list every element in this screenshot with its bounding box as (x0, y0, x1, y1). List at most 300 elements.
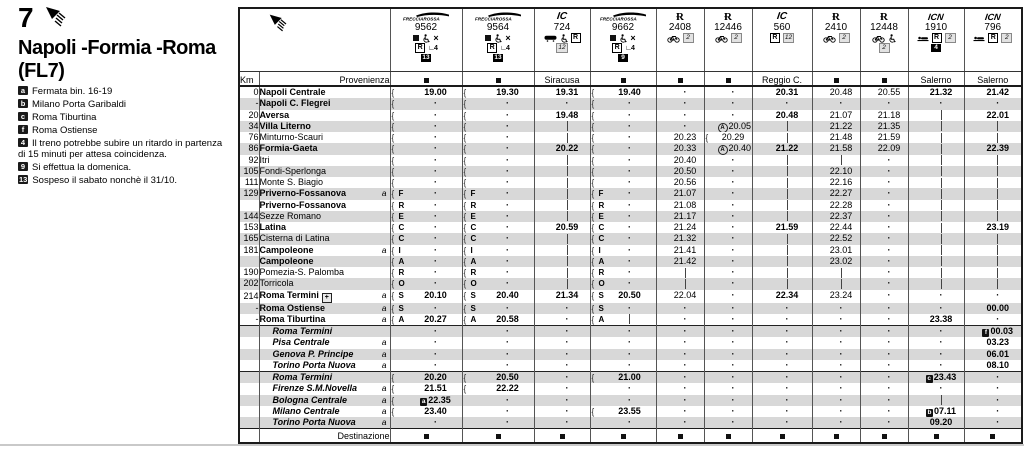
through-bar (567, 155, 568, 165)
no-stop-dot: · (887, 326, 891, 336)
time-cell (590, 256, 656, 267)
no-stop-dot: · (731, 222, 735, 232)
time-cell (752, 395, 812, 406)
time-cell (656, 143, 704, 154)
time-area (826, 303, 857, 314)
time-value: 20.48 (775, 109, 799, 120)
through-bar (997, 133, 998, 143)
no-stop-dot: · (887, 278, 891, 289)
km-cell (239, 406, 259, 417)
time-cell (390, 303, 462, 314)
non-stop-section-mark: { (463, 132, 467, 143)
time-area (874, 314, 905, 325)
direction-arrow-icon (268, 13, 292, 35)
time-cell (656, 314, 704, 326)
service-levels-icon: ∟4 (500, 44, 509, 52)
station-cell (259, 349, 390, 360)
time-value: 20.20 (424, 372, 447, 382)
time-cell (656, 290, 704, 303)
time-cell (860, 278, 908, 289)
time-area (922, 337, 961, 348)
time-area (548, 188, 587, 199)
time-cell (704, 211, 752, 222)
time-value: 21.34 (555, 289, 579, 300)
no-stop-dot: · (887, 210, 891, 221)
time-area (978, 383, 1019, 394)
destination-square (621, 434, 626, 439)
destination-square (882, 434, 887, 439)
no-stop-dot: · (434, 417, 437, 427)
no-stop-dot: · (683, 417, 687, 427)
no-stop-dot: · (839, 98, 843, 109)
no-stop-dot: · (731, 255, 735, 266)
arrival-marker: a (381, 405, 387, 416)
non-stop-section-mark: { (391, 394, 395, 406)
no-stop-dot: · (839, 383, 843, 394)
time-cell (390, 110, 462, 121)
km-cell: 144 (243, 210, 259, 221)
note-13-icon: 13 (422, 54, 430, 61)
legend-box-icon: f (18, 125, 28, 134)
time-area (766, 267, 809, 278)
frecciarossa-letter: C (470, 223, 477, 232)
route-number: 7 (18, 2, 34, 33)
title-line2: (FL7) (18, 60, 65, 82)
time-area (718, 87, 749, 98)
time-value: 20.22 (555, 143, 579, 154)
time-cell (812, 132, 860, 143)
time-cell (908, 177, 964, 188)
time-area (874, 326, 905, 337)
time-cell (752, 267, 812, 278)
non-stop-section-mark: { (591, 87, 595, 98)
time-area (766, 349, 809, 360)
frecciarossa-letter: E (398, 211, 404, 221)
time-area (413, 314, 459, 325)
non-stop-section-mark: { (591, 188, 595, 199)
time-cell (964, 406, 1022, 417)
through-bar (997, 178, 998, 188)
train-icons-row (610, 33, 635, 43)
time-cell (908, 143, 964, 154)
provenance-cell (656, 72, 704, 87)
train-icons-row (715, 33, 742, 43)
time-cell (590, 121, 656, 132)
frecciarossa-letter: O (598, 279, 605, 289)
legend-item (18, 162, 230, 174)
time-cell (812, 177, 860, 188)
time-area (485, 143, 531, 154)
time-cell (534, 132, 590, 143)
time-area (548, 98, 587, 109)
second-class-icon: 2 (945, 33, 956, 43)
time-cell (964, 314, 1022, 326)
station-row (239, 278, 1022, 289)
frecciarossa-letter: C (598, 223, 605, 232)
no-stop-dot: · (785, 348, 789, 359)
time-area (826, 256, 857, 267)
non-stop-section-mark: { (591, 278, 595, 289)
destination-square (424, 434, 429, 439)
train-column-header (390, 8, 462, 72)
time-cell (860, 395, 908, 406)
time-area (670, 256, 701, 267)
time-area (670, 211, 701, 222)
destination-square (678, 434, 683, 439)
time-area (670, 372, 701, 383)
time-cell (908, 372, 964, 384)
no-stop-dot: · (731, 210, 735, 221)
station-name: Latina (259, 222, 287, 233)
time-cell (390, 233, 462, 244)
time-area (874, 278, 905, 289)
non-stop-section-mark: { (391, 267, 395, 278)
time-area (485, 211, 531, 222)
time-cell (534, 290, 590, 303)
time-cell (590, 222, 656, 233)
no-stop-dot: · (628, 326, 631, 336)
time-area (548, 267, 587, 278)
station-name: Formia-Gaeta (259, 143, 318, 154)
frecciarossa-letter: C (398, 223, 405, 232)
destination-cell (656, 429, 704, 444)
time-cell (590, 278, 656, 289)
time-cell (534, 211, 590, 222)
no-stop-dot: · (628, 109, 631, 120)
no-stop-dot: · (506, 154, 509, 165)
arrival-marker: a (381, 394, 387, 405)
time-area (485, 222, 531, 233)
time-area (607, 233, 653, 244)
bar-service-icon (413, 35, 419, 41)
no-stop-dot: · (434, 244, 437, 255)
time-cell (462, 211, 534, 222)
no-stop-dot: · (434, 210, 437, 221)
time-area (718, 395, 749, 406)
station-row (239, 233, 1022, 244)
time-cell (704, 98, 752, 109)
time-area (548, 337, 587, 348)
destination-square (496, 434, 501, 439)
through-bar (567, 133, 568, 143)
station-cell (259, 314, 390, 326)
through-bar (567, 256, 568, 266)
arrival-marker: a (381, 244, 387, 255)
non-stop-section-mark: { (391, 154, 395, 166)
time-area (607, 121, 653, 132)
no-stop-dot: · (434, 120, 437, 131)
through-bar (941, 268, 942, 278)
time-cell (908, 349, 964, 360)
arrival-marker: a (381, 289, 387, 300)
time-area (607, 406, 653, 417)
time-area (548, 395, 587, 406)
restaurant-icon: × (630, 33, 636, 43)
through-bar (787, 178, 788, 188)
train-icons-row (973, 33, 1012, 43)
time-cell (462, 326, 534, 338)
time-area (485, 290, 531, 301)
no-stop-dot: · (731, 98, 735, 109)
time-cell (964, 395, 1022, 406)
time-value: 07.11 (933, 405, 957, 416)
time-cell (462, 314, 534, 326)
time-area (670, 87, 701, 98)
service-levels-icon: ∟4 (625, 44, 634, 52)
no-stop-dot: · (506, 165, 509, 176)
no-stop-dot: · (887, 233, 891, 244)
train-icons-row (823, 33, 850, 43)
no-stop-dot: · (731, 313, 735, 324)
time-cell (462, 143, 534, 154)
time-value: 21.22 (775, 143, 799, 154)
no-stop-dot: · (731, 337, 735, 348)
time-cell (964, 337, 1022, 348)
no-stop-dot: · (628, 98, 631, 109)
no-stop-dot: · (996, 372, 1000, 382)
km-header: Km (239, 72, 259, 87)
reservation-icon: R (770, 33, 780, 43)
bar-service-icon (485, 35, 491, 41)
time-area (826, 395, 857, 406)
time-area (718, 188, 749, 199)
no-stop-dot: · (683, 383, 687, 394)
time-cell (908, 326, 964, 338)
frecciarossa-letter: S (398, 290, 404, 300)
station-name: Napoli Centrale (259, 87, 326, 98)
arrival-marker: a (381, 188, 387, 199)
time-area (766, 98, 809, 109)
time-area (922, 278, 961, 289)
non-stop-section-mark: { (591, 222, 595, 233)
through-bar (567, 178, 568, 188)
time-value: 21.32 (673, 233, 697, 244)
time-area (978, 314, 1019, 325)
time-area (548, 290, 587, 301)
time-cell (390, 155, 462, 166)
no-stop-dot: · (628, 120, 631, 131)
time-cell (462, 177, 534, 188)
non-stop-section-mark: { (463, 98, 467, 109)
time-cell (590, 267, 656, 278)
non-stop-section-mark: { (591, 132, 595, 143)
time-area (670, 143, 701, 154)
time-area (826, 267, 857, 278)
train-column-header (704, 8, 752, 72)
through-bar (567, 189, 568, 199)
time-value: 22.37 (829, 210, 853, 221)
time-cell (590, 372, 656, 384)
no-stop-dot: · (434, 267, 437, 277)
non-stop-section-mark: { (591, 372, 595, 383)
intercity-notte-logo: ICN (927, 11, 945, 22)
destination-square (934, 434, 939, 439)
station-cell (259, 337, 390, 348)
time-area (718, 200, 749, 211)
no-stop-dot: · (839, 302, 843, 313)
frecciarossa-letter: C (398, 234, 405, 244)
time-value: 21.07 (673, 188, 697, 199)
no-stop-dot: · (434, 348, 437, 359)
station-name: Milano Centrale (272, 405, 340, 416)
time-area (874, 143, 905, 154)
time-area (766, 132, 809, 143)
time-area (766, 372, 809, 383)
legend-box-icon: 9 (18, 162, 28, 171)
time-cell (908, 233, 964, 244)
through-bar (997, 155, 998, 165)
no-stop-dot: · (731, 165, 735, 176)
time-area (413, 211, 459, 222)
time-area (413, 417, 459, 428)
time-cell (656, 121, 704, 132)
time-cell (534, 349, 590, 360)
no-stop-dot: · (434, 165, 437, 176)
legend-text: Fermata bin. 16-19 (32, 86, 113, 97)
no-stop-dot: · (434, 359, 437, 370)
time-area (670, 132, 701, 143)
no-stop-dot: · (434, 177, 437, 187)
time-area (766, 87, 809, 98)
non-stop-section-mark: { (591, 98, 595, 109)
time-area (413, 143, 459, 154)
no-stop-dot: · (731, 405, 735, 416)
time-area (978, 222, 1019, 233)
no-stop-dot: · (887, 188, 891, 199)
time-value: 21.42 (986, 87, 1010, 97)
time-area (607, 222, 653, 233)
time-cell (590, 303, 656, 314)
time-cell (812, 200, 860, 211)
station-row (239, 349, 1022, 360)
no-stop-dot: · (628, 255, 631, 266)
time-area (413, 200, 459, 211)
time-value: 21.41 (673, 244, 697, 255)
km-cell: 153 (243, 222, 259, 233)
km-cell (239, 417, 259, 429)
station-cell (259, 188, 390, 199)
note-4-icon: 4 (931, 44, 941, 52)
time-cell (964, 372, 1022, 384)
time-area (922, 372, 961, 383)
no-stop-dot: · (887, 405, 891, 416)
time-area (766, 211, 809, 222)
time-cell (590, 98, 656, 109)
time-area (922, 166, 961, 177)
wheelchair-icon (494, 34, 502, 43)
time-area (413, 155, 459, 166)
station-row (239, 222, 1022, 233)
time-area (413, 110, 459, 121)
arrival-marker: a (381, 359, 387, 370)
time-cell (656, 245, 704, 256)
time-cell (812, 314, 860, 326)
time-area (413, 278, 459, 289)
frecciarossa-letter: R (398, 200, 405, 210)
time-cell (534, 86, 590, 98)
time-cell (534, 314, 590, 326)
through-bar (941, 211, 942, 221)
no-stop-dot: · (628, 337, 631, 348)
non-stop-section-mark: { (591, 256, 595, 267)
time-cell (656, 395, 704, 406)
time-area (413, 87, 459, 98)
through-bar (567, 166, 568, 176)
svg-text:FRECCIAROSSA: FRECCIAROSSA (475, 16, 512, 22)
km-cell: - (255, 98, 259, 109)
provenance-cell (390, 72, 462, 87)
no-stop-dot: · (731, 188, 735, 199)
non-stop-section-mark: { (463, 314, 467, 325)
time-cell (752, 314, 812, 326)
time-area (670, 349, 701, 360)
origin-square (424, 78, 429, 83)
non-stop-section-mark: { (591, 267, 595, 278)
frecciarossa-letter: A (598, 256, 605, 266)
time-area (413, 256, 459, 267)
time-cell (860, 360, 908, 372)
time-cell (704, 110, 752, 121)
time-cell (860, 222, 908, 233)
time-area (978, 155, 1019, 166)
note-letter-icon: a (421, 397, 426, 405)
time-area (607, 200, 653, 211)
provenance-cell (462, 72, 534, 87)
time-area (874, 211, 905, 222)
non-stop-section-mark: { (463, 278, 467, 289)
time-cell (534, 98, 590, 109)
time-value: 22.10 (829, 165, 853, 176)
no-stop-dot: · (506, 143, 509, 154)
service-levels-icon: ∟4 (428, 44, 437, 52)
time-cell (964, 278, 1022, 289)
time-area (485, 233, 531, 244)
time-cell (656, 406, 704, 417)
time-cell (964, 211, 1022, 222)
time-cell (812, 143, 860, 154)
time-cell (656, 337, 704, 348)
station-name: Roma Tiburtina (259, 313, 326, 324)
no-stop-dot: · (434, 278, 437, 289)
no-stop-dot: · (731, 109, 735, 120)
time-area (874, 121, 905, 132)
train-icons-row (931, 43, 941, 53)
no-stop-dot: · (506, 302, 509, 313)
non-stop-section-mark: { (463, 143, 467, 154)
time-area (718, 120, 752, 132)
no-stop-dot: · (887, 417, 891, 427)
intercity-logo: IC (556, 11, 568, 22)
time-cell (964, 155, 1022, 166)
time-cell (704, 395, 752, 406)
time-area (766, 121, 809, 132)
time-value: 20.40 (728, 143, 752, 154)
train-number: 9662 (611, 22, 635, 33)
time-cell (752, 278, 812, 289)
station-row (239, 326, 1022, 338)
time-cell (964, 256, 1022, 267)
time-area (548, 256, 587, 267)
provenance-cell: Salerno (964, 72, 1022, 87)
no-stop-dot: · (683, 405, 687, 416)
time-value: 06.01 (986, 348, 1010, 359)
station-name: Bologna Centrale (272, 394, 348, 405)
through-bar (941, 245, 942, 255)
time-cell (752, 177, 812, 188)
time-cell (752, 406, 812, 417)
time-area (766, 200, 809, 211)
time-area (978, 372, 1019, 383)
